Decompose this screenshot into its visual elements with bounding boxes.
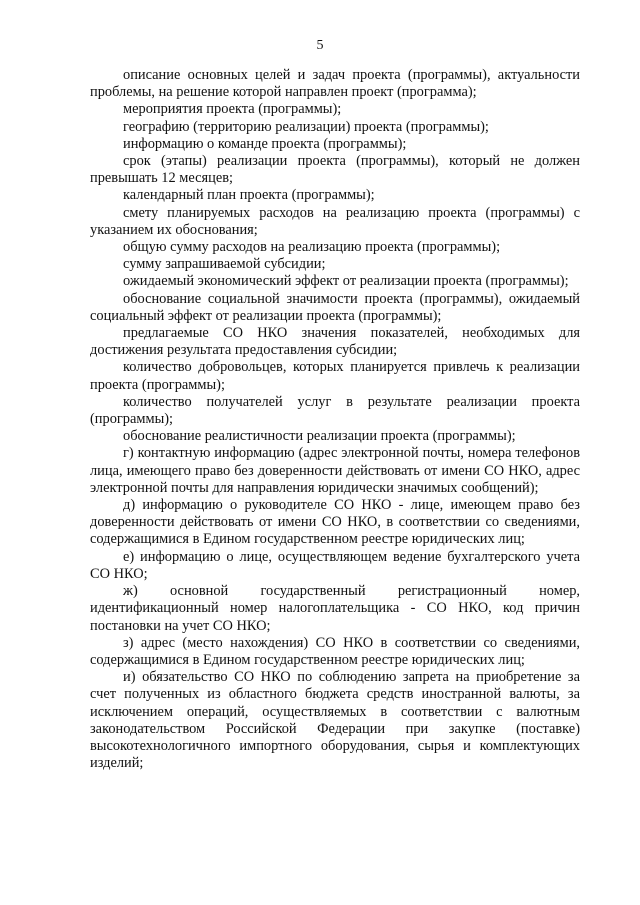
paragraph-social-significance: обоснование социальной значимости проекта (программы), ожидаемый социальный эффект от реализации проекта (программы); <box>90 290 580 324</box>
paragraph-requested-subsidy: сумму запрашиваемой субсидии; <box>123 256 326 273</box>
paragraph-project-duration: срок (этапы) реализации проекта (программы), который не должен превышать 12 месяцев; <box>90 153 580 187</box>
document-body <box>90 67 580 772</box>
paragraph-volunteers-count: количество добровольцев, которых планируется привлечь к реализации проекта (программы); <box>90 359 580 393</box>
paragraph-economic-effect: ожидаемый экономический эффект от реализации проекта (программы); <box>123 273 569 290</box>
paragraph-total-expenses: общую сумму расходов на реализацию проекта (программы); <box>123 239 501 256</box>
paragraph-project-activities: мероприятия проекта (программы); <box>123 101 342 118</box>
paragraph-item-zh-registration: ж) основной государственный регистрационный номер, идентификационный номер налогоплательщика - СО НКО, код причин постановки на учет СО НКО; <box>90 583 580 634</box>
paragraph-calendar-plan: календарный план проекта (программы); <box>123 187 375 204</box>
paragraph-item-d-director: д) информацию о руководителе СО НКО - лице, имеющем право без доверенности действовать от имени СО НКО, в соответствии со сведениями, содержащимися в Едином государственном реестре юридических лиц; <box>90 497 580 548</box>
paragraph-project-geography: географию (территорию реализации) проекта (программы); <box>123 118 489 135</box>
paragraph-expense-estimate: смету планируемых расходов на реализацию проекта (программы) с указанием их обоснования; <box>90 204 580 238</box>
paragraph-service-recipients: количество получателей услуг в результате реализации проекта (программы); <box>90 393 580 428</box>
paragraph-project-goals: описание основных целей и задач проекта (программы), актуальности проблемы, на решение которой направлен проект (программа); <box>90 67 580 101</box>
paragraph-indicator-values: предлагаемые СО НКО значения показателей, необходимых для достижения результата предоставления субсидии; <box>90 325 580 359</box>
paragraph-item-i-currency-obligation: и) обязательство СО НКО по соблюдению запрета на приобретение за счет полученных из областного бюджета средств иностранной валюты, за исключением операций, осуществляемых в соответствии с валютным законодательством Российской Федерации при закупке (поставке) высокотехнологичного импортного оборудования, сырья и комплектующих изделий; <box>90 669 580 772</box>
page-number: 5 <box>316 38 324 53</box>
paragraph-realism-justification: обоснование реалистичности реализации проекта (программы); <box>123 428 516 445</box>
paragraph-item-e-accountant: е) информацию о лице, осуществляющем ведение бухгалтерского учета СО НКО; <box>90 548 580 582</box>
paragraph-item-g-contacts: г) контактную информацию (адрес электронной почты, номера телефонов лица, имеющего право без доверенности действовать от имени СО НКО, адрес электронной почты для направления юридически значимых сообщений); <box>90 445 580 496</box>
paragraph-project-team: информацию о команде проекта (программы); <box>123 135 407 152</box>
paragraph-item-z-address: з) адрес (место нахождения) СО НКО в соответствии со сведениями, содержащимися в Едином государственном реестре юридических лиц; <box>90 634 580 668</box>
